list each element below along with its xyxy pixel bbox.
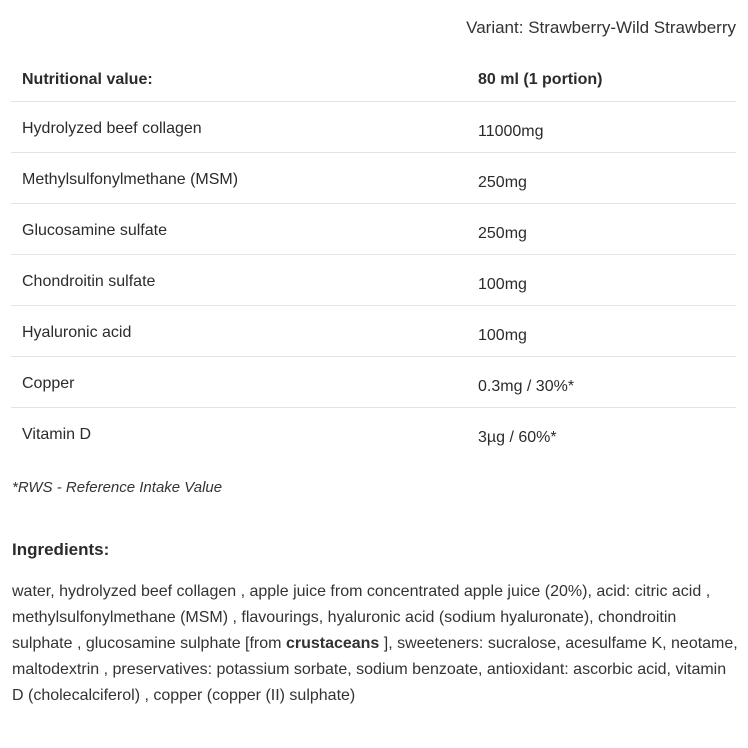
row-value: 3µg / 60%* (478, 429, 557, 446)
table-row (11, 255, 736, 306)
ingredients-text-before: water, hydrolyzed beef collagen , apple juice from concentrated apple juice (20%), acid: citric acid , methylsulfonylmethane (MSM) , flavourings, hyaluronic acid (sodium hyaluronate), chondroitin sulphate , glucosamine sulphate [from (12, 583, 711, 652)
ingredients-text (12, 579, 740, 709)
row-name: Glucosamine sulfate (22, 222, 167, 239)
row-name: Hyaluronic acid (22, 324, 132, 341)
nutrition-table (11, 58, 736, 458)
row-value: 0.3mg / 30%* (478, 378, 575, 395)
table-row (11, 102, 736, 153)
allergen-highlight: crustaceans (285, 635, 380, 652)
row-name: Chondroitin sulfate (22, 273, 156, 290)
table-row (11, 306, 736, 357)
ingredients-text-after: ], sweeteners: sucralose, acesulfame K, neotame, maltodextrin , preservatives: potassium sorbate, sodium benzoate, antioxidant: ascorbic acid, vitamin D (cholecalciferol) , copper (copper (II) sulphate) (12, 635, 738, 704)
variant-value: Strawberry-Wild Strawberry (528, 18, 736, 37)
row-value: 100mg (478, 276, 527, 293)
row-name: Methylsulfonylmethane (MSM) (22, 171, 239, 188)
row-value: 11000mg (478, 123, 544, 140)
row-name: Copper (22, 375, 75, 392)
row-name: Hydrolyzed beef collagen (22, 120, 202, 137)
row-value: 250mg (478, 174, 527, 191)
header-value: 80 ml (1 portion) (478, 71, 603, 88)
variant-line (466, 18, 736, 38)
ingredients-title: Ingredients: (12, 540, 110, 559)
table-row (11, 357, 736, 408)
reference-intake-footnote: *RWS - Reference Intake Value (12, 479, 223, 496)
nutrition-table-header (11, 58, 736, 102)
row-name: Vitamin D (22, 426, 92, 443)
table-row (11, 153, 736, 204)
variant-label: Variant: (466, 18, 524, 37)
row-value: 250mg (478, 225, 527, 242)
header-name: Nutritional value: (22, 71, 153, 88)
table-row (11, 204, 736, 255)
row-value: 100mg (478, 327, 527, 344)
table-row (11, 408, 736, 458)
